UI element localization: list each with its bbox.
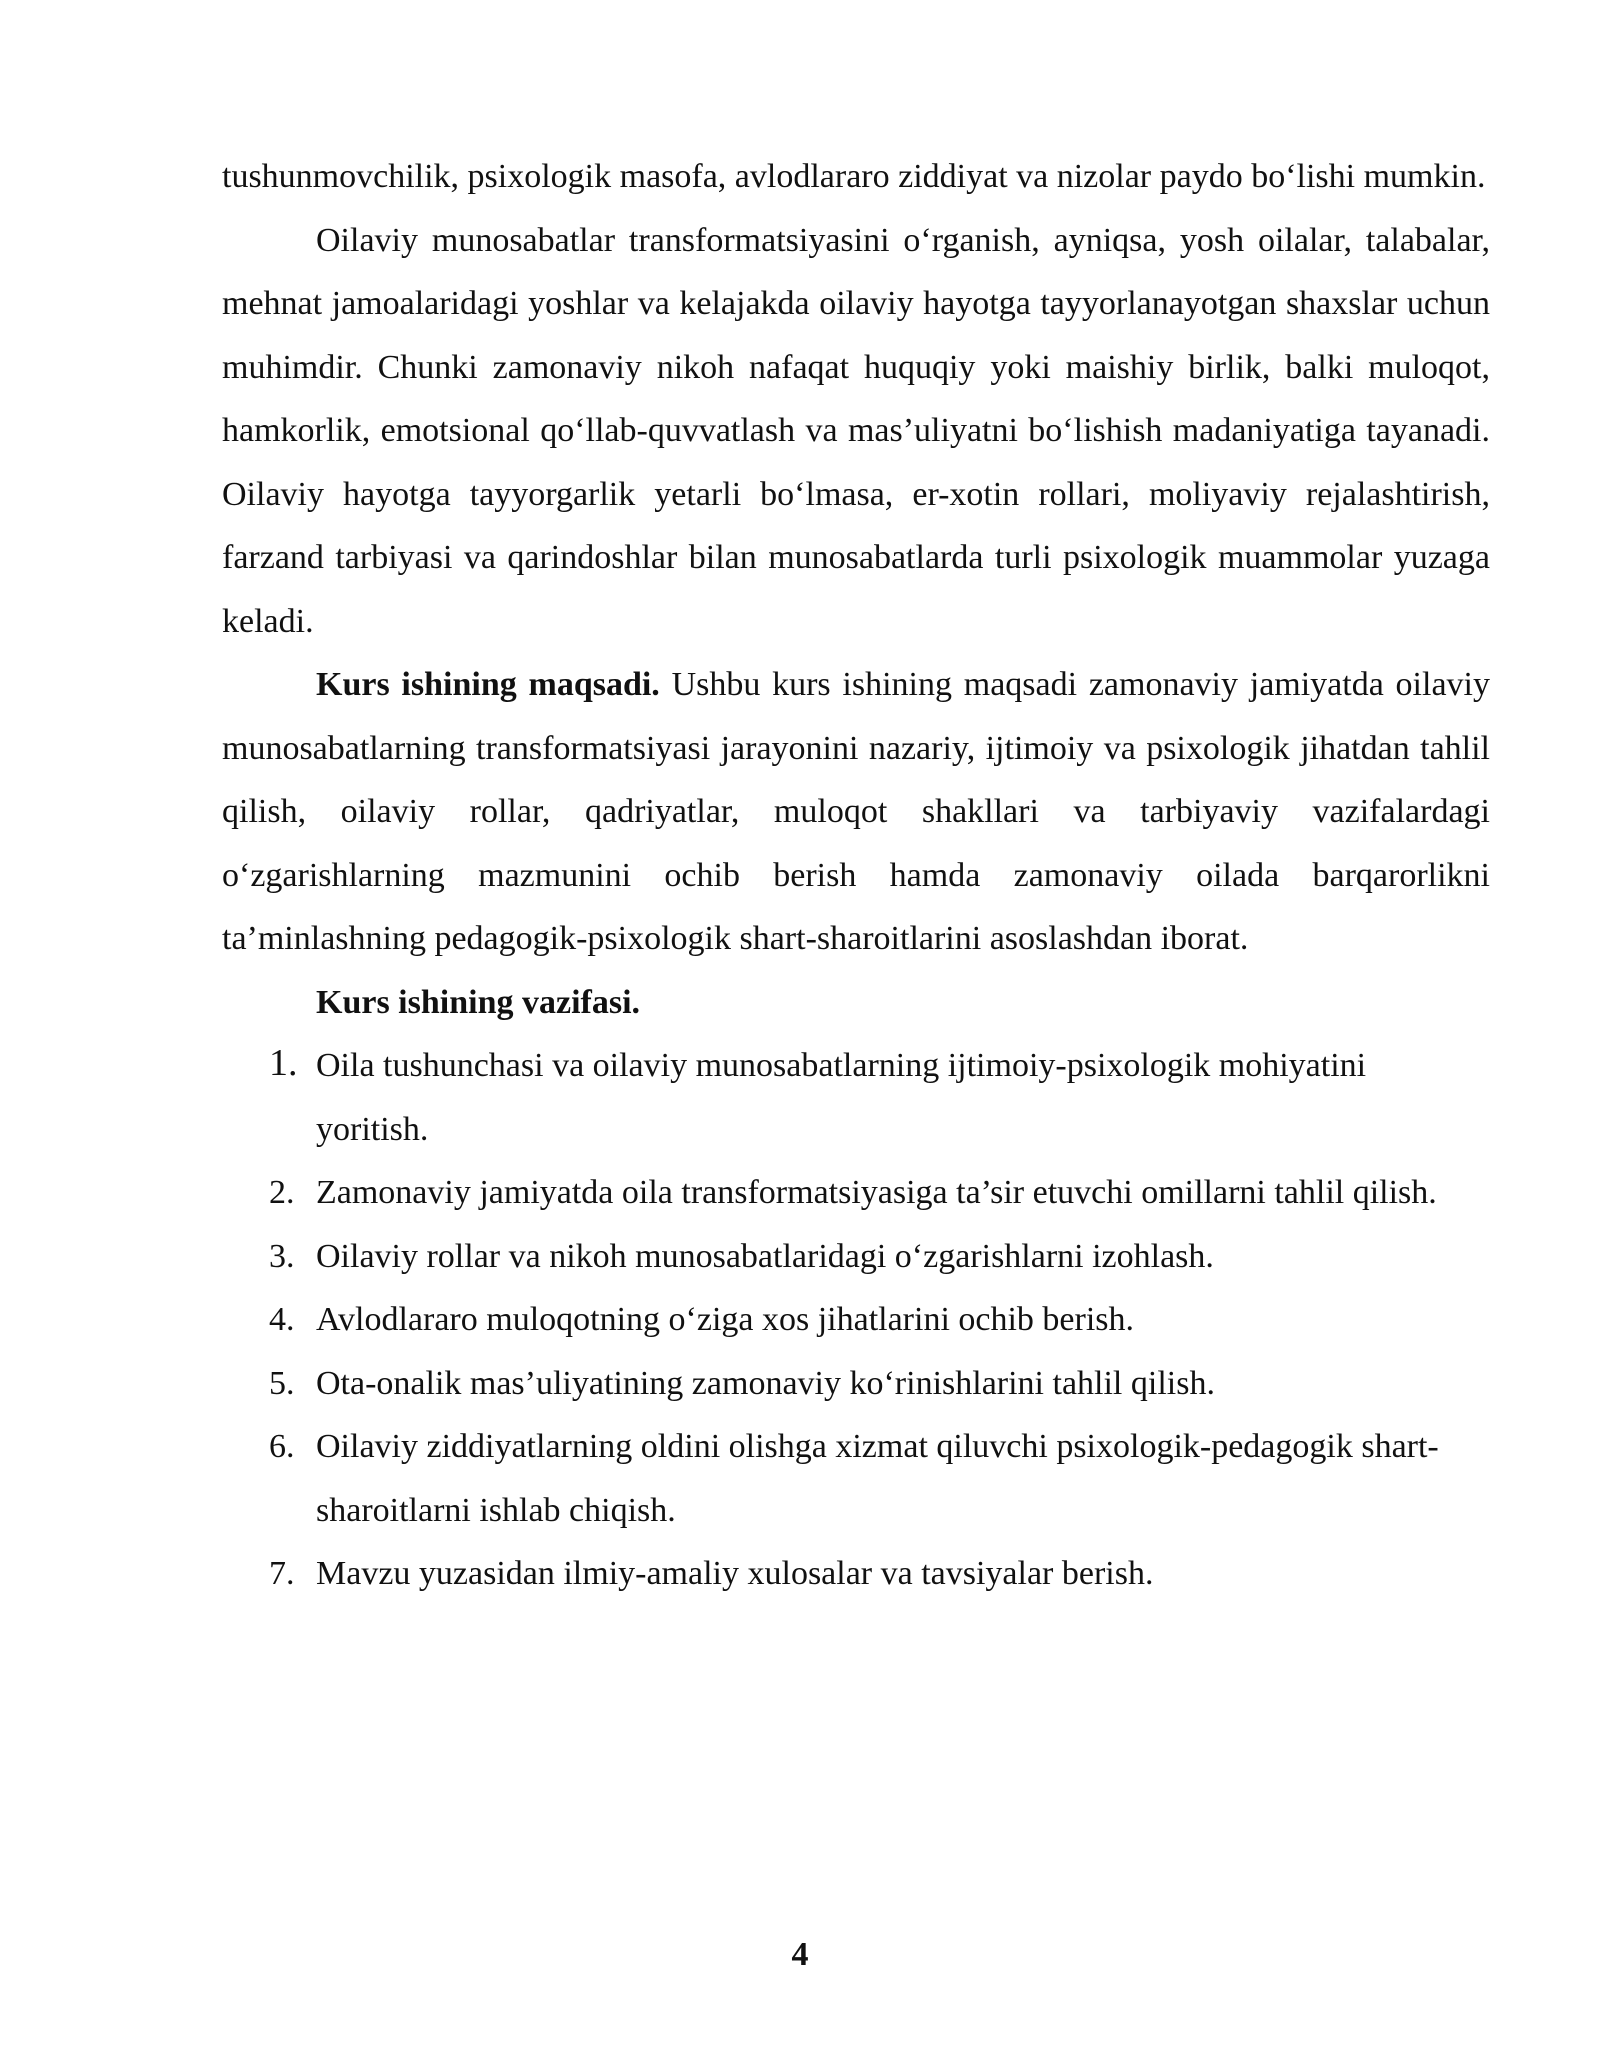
tasks-list [222, 1034, 1490, 1606]
list-item [222, 1288, 1490, 1352]
list-item-text: Avlodlararo muloqotning o‘ziga xos jihatlarini ochib berish. [316, 1301, 1135, 1338]
list-item-number: 6. [269, 1428, 295, 1465]
paragraph-continuation: tushunmovchilik, psixologik masofa, avlodlararo ziddiyat va nizolar paydo bo‘lishi mumkin. [222, 158, 1486, 195]
list-item [222, 1034, 1490, 1161]
list-item-text: Oila tushunchasi va oilaviy munosabatlarning ijtimoiy-psixologik mohiyatini yoritish. [316, 1047, 1367, 1148]
list-item-number: 5. [269, 1364, 295, 1402]
list-item-text: Zamonaviy jamiyatda oila transformatsiyasiga ta’sir etuvchi omillarni tahlil qilish. [316, 1174, 1437, 1211]
list-item-number: 1. [269, 1042, 298, 1084]
list-item-text: Oilaviy rollar va nikoh munosabatlaridagi o‘zgarishlarni izohlash. [316, 1237, 1214, 1275]
list-item-number: 7. [269, 1555, 295, 1592]
list-item [222, 1542, 1490, 1606]
page-number: 4 [791, 1936, 809, 1973]
list-item [222, 1161, 1490, 1225]
paragraph-goal [222, 653, 1490, 971]
paragraph-relevance: Oilaviy munosabatlar transformatsiyasini o‘rganish, ayniqsa, yosh oilalar, talabalar, mehnat jamoalaridagi yoshlar va kelajakda oilaviy hayotga tayyorlanayotgan shaxslar uchun muhimdir. Chunki zamonaviy nikoh nafaqat huquqiy yoki maishiy birlik, balki muloqot, hamkorlik, emotsional qo‘llab-quvvatlash va mas’uliyatni bo‘lishish madaniyatiga tayanadi. Oilaviy hayotga tayyorgarlik yetarli bo‘lmasa, er-xotin rollari, moliyaviy rejalashtirish, farzand tarbiyasi va qarindoshlar bilan munosabatlarda turli psixologik muammolar yuzaga keladi. [222, 221, 1490, 640]
list-item-number: 4. [269, 1301, 295, 1338]
list-item-number: 3. [269, 1237, 295, 1275]
list-item-text: Oilaviy ziddiyatlarning oldini olishga xizmat qiluvchi psixologik-pedagogik shart-sharoitlarni ishlab chiqish. [316, 1428, 1439, 1529]
list-item [222, 1225, 1490, 1289]
list-item [222, 1415, 1490, 1542]
list-item-text: Mavzu yuzasidan ilmiy-amaliy xulosalar va tavsiyalar berish. [316, 1555, 1154, 1592]
list-item-text: Ota-onalik mas’uliyatining zamonaviy ko‘rinishlarini tahlil qilish. [316, 1364, 1215, 1402]
goal-text: Ushbu kurs ishining maqsadi zamonaviy jamiyatda oilaviy munosabatlarning transformatsiyasi jarayonini nazariy, ijtimoiy va psixologik jihatdan tahlil qilish, oilaviy rollar, qadriyatlar, muloqot shakllari va tarbiyaviy vazifalardagi o‘zgarishlarning mazmunini ochib berish hamda zamonaviy oilada barqarorlikni ta’minlashning pedagogik-psixologik shart-sharoitlarini asoslashdan iborat. [222, 666, 1490, 957]
goal-heading: Kurs ishining maqsadi. [316, 666, 660, 703]
page-body [222, 145, 1490, 1606]
tasks-heading: Kurs ishining vazifasi. [316, 983, 641, 1021]
list-item-number: 2. [269, 1174, 295, 1211]
list-item [222, 1352, 1490, 1416]
